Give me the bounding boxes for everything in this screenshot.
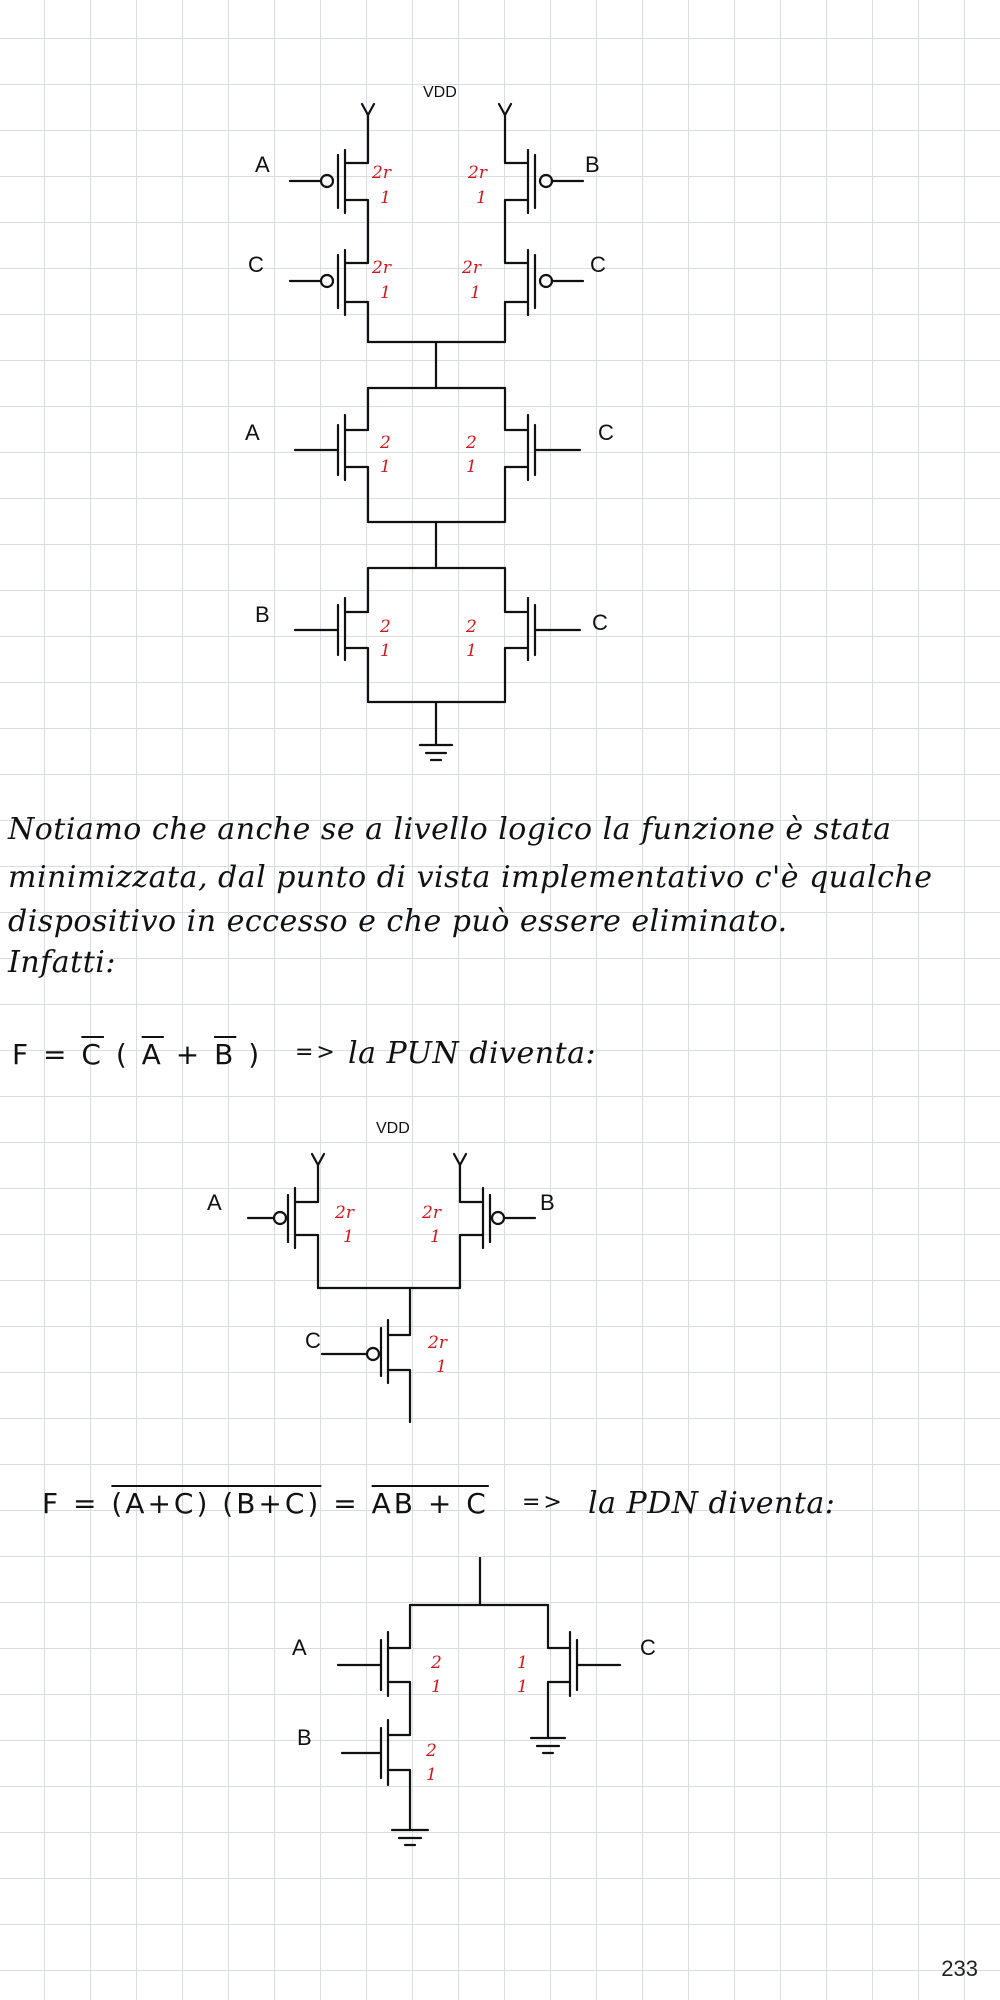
vdd-label: VDD: [423, 84, 457, 101]
eq1-text: la PUN diventa:: [348, 1036, 597, 1071]
input-label-c: C: [248, 252, 264, 277]
input-label-c: C: [590, 252, 606, 277]
input-label-a: A: [292, 1635, 307, 1660]
vdd-label: VDD: [376, 1120, 410, 1137]
eq1-c-bar: $\overline{C}$: [81, 1038, 104, 1071]
input-label-c: C: [598, 420, 614, 445]
size-label: 2: [466, 433, 477, 453]
size-label: 2r: [372, 258, 391, 278]
eq2-expr2: AB + C: [371, 1487, 489, 1520]
size-label: 1: [380, 188, 391, 208]
eq2-lhs: F =: [42, 1487, 112, 1520]
equation-pun: [12, 1038, 262, 1071]
size-label: 1: [380, 457, 391, 477]
note-line-1: Notiamo che anche se a livello logico la funzione è stata: [8, 812, 892, 847]
size-label: 1: [466, 641, 477, 661]
input-label-c: C: [592, 610, 608, 635]
eq1-open: (: [103, 1038, 142, 1071]
page-number: 233: [941, 1956, 978, 1981]
size-label: 1: [380, 283, 391, 303]
size-label: 1: [436, 1357, 447, 1377]
size-label: 2r: [428, 1333, 447, 1353]
input-label-b: B: [297, 1725, 312, 1750]
size-label: 1: [431, 1677, 442, 1697]
eq1-lhs: F =: [12, 1038, 82, 1071]
size-label: 2: [431, 1653, 442, 1673]
size-label: 2r: [372, 163, 391, 183]
eq1-close: ): [236, 1038, 263, 1071]
eq2-expr1: (A+C) (B+C): [111, 1487, 322, 1520]
input-label-a: A: [245, 420, 260, 445]
size-label: 2r: [422, 1203, 441, 1223]
size-label: 1: [517, 1677, 528, 1697]
size-label: 1: [470, 283, 481, 303]
size-label: 1: [380, 641, 391, 661]
size-label: 2: [380, 433, 391, 453]
size-label: 1: [343, 1227, 354, 1247]
eq2-equals: =: [321, 1487, 372, 1520]
input-label-c: C: [640, 1635, 656, 1660]
size-label: 2: [426, 1741, 437, 1761]
note-line-3: dispositivo in eccesso e che può essere eliminato.: [8, 904, 788, 939]
input-label-b: B: [585, 152, 600, 177]
eq1-arrow: =>: [295, 1040, 338, 1065]
note-line-2: minimizzata, dal punto di vista implementativo c'è qualche: [8, 860, 933, 895]
input-label-c: C: [305, 1328, 321, 1353]
input-label-b: B: [540, 1190, 555, 1215]
input-label-a: A: [207, 1190, 222, 1215]
input-label-b: B: [255, 602, 270, 627]
note-line-4: Infatti:: [8, 945, 116, 980]
size-label: 2r: [335, 1203, 354, 1223]
size-label: 2: [466, 617, 477, 637]
equation-pdn: [42, 1487, 489, 1520]
size-label: 2: [380, 617, 391, 637]
eq1-a-bar: $\overline{A}$: [141, 1038, 164, 1071]
eq1-b-bar: $\overline{B}$: [214, 1038, 237, 1071]
size-label: 1: [426, 1765, 437, 1785]
size-label: 1: [466, 457, 477, 477]
size-label: 1: [476, 188, 487, 208]
eq2-text: la PDN diventa:: [588, 1486, 836, 1521]
size-label: 1: [517, 1653, 528, 1673]
eq2-arrow: =>: [522, 1490, 565, 1515]
eq1-plus: +: [163, 1038, 215, 1071]
input-label-a: A: [255, 152, 270, 177]
size-label: 2r: [468, 163, 487, 183]
size-label: 1: [430, 1227, 441, 1247]
size-label: 2r: [462, 258, 481, 278]
